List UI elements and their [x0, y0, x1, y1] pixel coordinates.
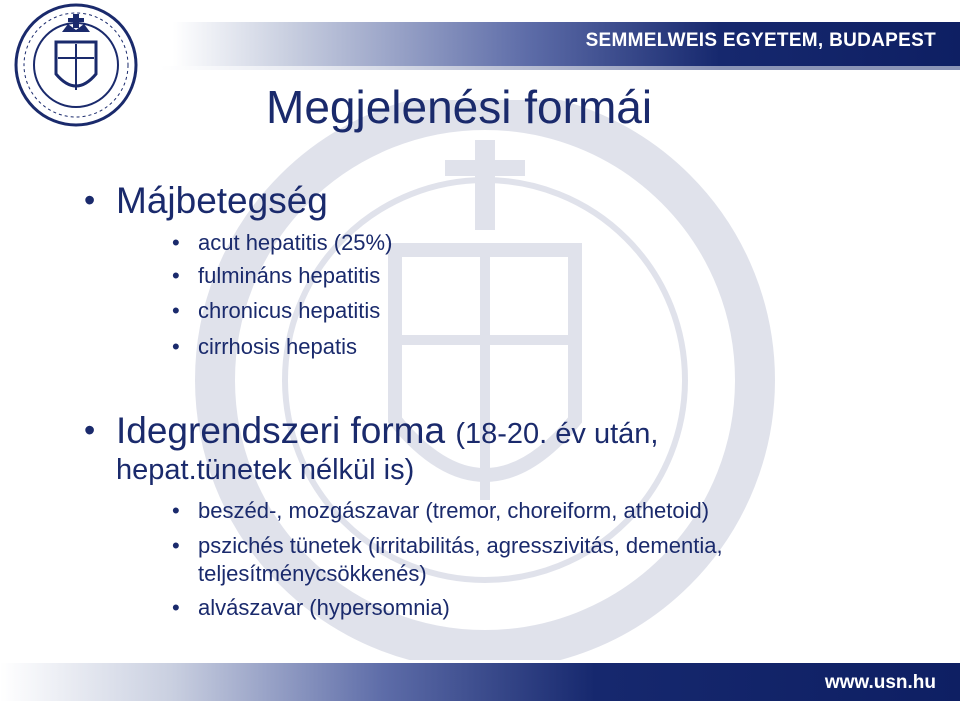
- list-item-text: acut hepatitis (25%): [198, 230, 393, 255]
- bullet-dot-icon: •: [84, 182, 96, 218]
- section-heading-liver: [84, 180, 328, 221]
- university-name: SEMMELWEIS EGYETEM, BUDAPEST: [585, 30, 936, 51]
- bullet-dot-icon: •: [172, 533, 180, 558]
- bullet-dot-icon: •: [172, 498, 180, 523]
- university-seal-icon: [6, 2, 146, 128]
- list-item-text: chronicus hepatitis: [198, 298, 381, 323]
- bullet-dot-icon: •: [172, 263, 180, 288]
- bullet-dot-icon: •: [84, 412, 96, 448]
- header-divider: [160, 66, 960, 70]
- section-heading-neuro: [84, 410, 659, 455]
- list-item: [172, 594, 450, 621]
- list-item-continuation: teljesítménycsökkenés): [198, 561, 427, 586]
- bullet-dot-icon: •: [172, 230, 180, 255]
- slide-title: Megjelenési formái: [266, 81, 653, 133]
- list-item: [172, 532, 723, 559]
- footer-banner: [0, 663, 960, 701]
- list-item-text: alvászavar (hypersomnia): [198, 595, 450, 620]
- section-heading-line2: hepat.tünetek nélkül is): [116, 454, 415, 486]
- bullet-dot-icon: •: [172, 334, 180, 359]
- list-item-text: beszéd-, mozgászavar (tremor, choreiform, athetoid): [198, 498, 710, 523]
- list-item: [172, 229, 393, 256]
- list-item: [172, 262, 381, 289]
- bullet-dot-icon: •: [172, 298, 180, 323]
- list-item-text: pszichés tünetek (irritabilitás, agresszivitás, dementia,: [198, 533, 723, 558]
- list-item: [172, 497, 710, 524]
- list-item: [172, 333, 357, 360]
- section-heading-text: Májbetegség: [116, 180, 328, 221]
- section-heading-note: (18-20. év után,: [455, 418, 659, 450]
- list-item-text: cirrhosis hepatis: [198, 334, 357, 359]
- list-item: [172, 297, 381, 324]
- section-heading-text: Idegrendszeri forma: [116, 410, 446, 451]
- footer-url: www.usn.hu: [824, 672, 936, 693]
- list-item-text: fulmináns hepatitis: [198, 263, 381, 288]
- bullet-dot-icon: •: [172, 595, 180, 620]
